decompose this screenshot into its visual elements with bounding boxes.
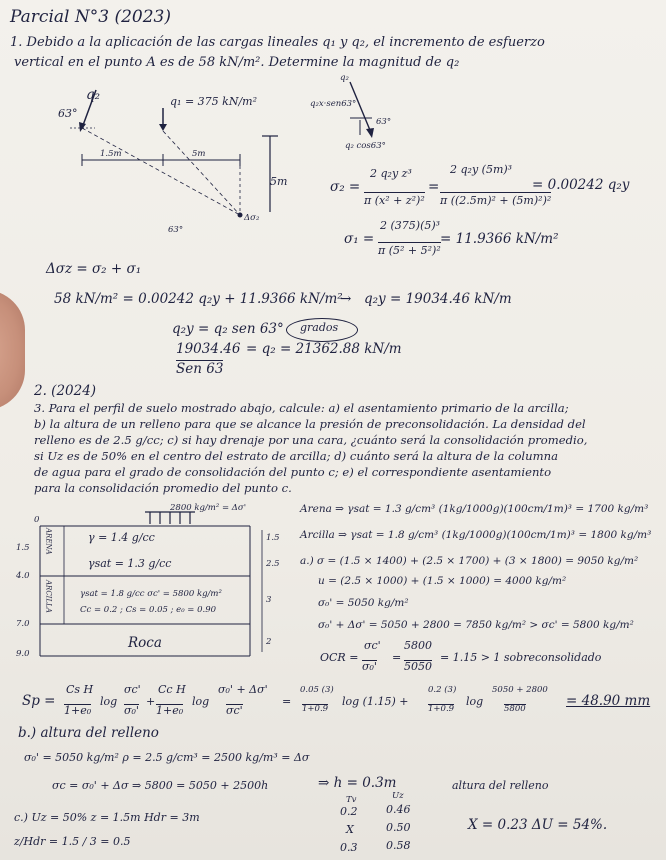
depth-4: 9.0 <box>16 649 30 659</box>
u-line: u = (2.5 × 1000) + (1.5 × 1000) = 4000 kg/m² <box>318 575 567 587</box>
arrow: → <box>340 291 352 307</box>
p1-statement-2: vertical en el punto A es de 58 kN/m². Determine la magnitud de q₂ <box>14 55 460 70</box>
layer2-name: ARCILLA <box>44 580 53 613</box>
angle-bottom: 63° <box>168 225 184 235</box>
table-r1b: 0.46 <box>386 803 411 816</box>
sigma1-result: = 11.9366 kN/m² <box>440 231 559 247</box>
depth-2: 4.0 <box>16 571 30 581</box>
s0-line: σ₀' = 5050 kg/m² <box>318 597 409 609</box>
p2-title: 2. (2024) <box>34 383 97 399</box>
p2-statement-5: de agua para el grado de consolidación del punto c; e) el correspondiente asentamiento <box>34 465 552 479</box>
delta-sigma-eq: Δσz = σ₂ + σ₁ <box>46 261 142 277</box>
ocr-den2: 5050 <box>404 660 432 673</box>
table-r3a: 0.3 <box>340 841 358 854</box>
page-title: Parcial N°3 (2023) <box>10 7 171 27</box>
sp-n1: 0.05 (3) <box>300 685 334 695</box>
sigma2-result: = 0.00242 q₂y <box>532 177 630 193</box>
sp-t2-arg-num: σ₀' + Δσ' <box>218 683 268 696</box>
layer1-name: ARENA <box>44 528 53 555</box>
sp-result: = 48.90 mm <box>566 693 651 709</box>
sp-t1-num: Cs H <box>66 683 94 696</box>
sp-log1: log <box>100 695 118 708</box>
dist-1: 1.5m <box>100 149 122 159</box>
sp-d3: 5800 <box>504 704 526 714</box>
p2-statement-1: 3. Para el perfil de suelo mostrado abajo, calcule: a) el asentamiento primario de la arcilla; <box>34 401 569 415</box>
sp-log-b: log <box>466 695 484 708</box>
p2-statement-6: para la consolidación promedio del punto c. <box>34 481 292 495</box>
p1-statement-1: 1. Debido a la aplicación de las cargas lineales q₁ y q₂, el incremento de esfuerzo <box>10 35 545 50</box>
arcilla-line: Arcilla ⇒ γsat = 1.8 g/cm³ (1kg/1000g)(100cm/1m)³ = 1800 kg/m³ <box>300 529 652 541</box>
sigma2-f2-num: 2 q₂y (5m)³ <box>450 163 513 176</box>
ocr-lhs: OCR = <box>320 651 359 664</box>
sp-t1-den: 1+e₀ <box>64 704 92 717</box>
table-r2a: X <box>346 823 354 836</box>
table-r1a: 0.2 <box>340 805 358 818</box>
sp-log-a: log (1.15) + <box>342 695 409 708</box>
ocr-result: = 1.15 > 1 sobreconsolidado <box>440 651 602 664</box>
sigma-line: a.) σ = (1.5 × 1400) + (2.5 × 1700) + (3 × 1800) = 9050 kg/m² <box>300 555 639 567</box>
sp-t2-arg-den: σc' <box>226 704 243 717</box>
depth-1: 1.5 <box>16 543 30 553</box>
table-h2: Uz <box>392 791 404 801</box>
layer1-gamma: γ = 1.4 g/cc <box>88 531 155 544</box>
q2-frac-den: Sen 63 <box>176 361 224 377</box>
p2-statement-2: b) la altura de un relleno para que se alcance la presión de preconsolidación. La densidad del <box>34 417 586 431</box>
angle-right: 63° <box>376 117 392 127</box>
sp-t1-arg-den: σ₀' <box>124 704 139 717</box>
sp-t2-num: Cc H <box>158 683 186 696</box>
sigma2-eq: = <box>428 179 440 195</box>
sp-t1-arg-num: σc' <box>124 683 141 696</box>
table-r3b: 0.58 <box>386 839 411 852</box>
ocr-num: σc' <box>364 639 381 652</box>
p2-statement-3: relleno es de 2.5 g/cc; c) si hay drenaje por una cara, ¿cuánto será la consolidación promedio, <box>34 433 588 447</box>
layer1-gamma-sat: γsat = 1.3 g/cc <box>88 557 172 570</box>
thick-2: 2.5 <box>266 559 280 569</box>
ocr-eq: = <box>392 651 402 664</box>
sigma1-den: π (5² + 5²)² <box>378 244 441 257</box>
sigma2-f2-den: π ((2.5m)² + (5m)²)² <box>440 194 552 207</box>
sp-log2: log <box>192 695 210 708</box>
q2y-relation: q₂y = q₂ sen 63° <box>172 321 284 337</box>
dist-2: 5m <box>192 149 206 159</box>
thick-4: 2 <box>266 637 272 647</box>
layer2-params: Cc = 0.2 ; Cs = 0.05 ; e₀ = 0.90 <box>80 605 217 615</box>
point-a-label: Δσ₂ <box>244 213 260 223</box>
c-line-2: z/Hdr = 1.5 / 3 = 0.5 <box>14 835 131 848</box>
p2-statement-4: si Uz es de 50% en el centro del estrato de arcilla; d) cuánto será la altura de la columna <box>34 449 558 463</box>
depth-0: 0 <box>34 515 40 525</box>
depth: 5m <box>270 175 288 188</box>
sp-plus: + <box>146 695 156 708</box>
q2-final: = q₂ = 21362.88 kN/m <box>246 341 402 357</box>
q2y-result: q₂y = 19034.46 kN/m <box>364 291 512 307</box>
equation-line: 58 kN/m² = 0.00242 q₂y + 11.9366 kN/m² <box>54 291 343 307</box>
ocr-den: σ₀' <box>362 660 377 673</box>
thick-1: 1.5 <box>266 533 280 543</box>
angle-left: 63° <box>58 107 78 120</box>
c-line-1: c.) Uz = 50% z = 1.5m Hdr = 3m <box>14 811 200 824</box>
q1-label: q₁ = 375 kN/m² <box>170 95 257 108</box>
thick-3: 3 <box>266 595 272 605</box>
q2-label: q₂ <box>86 87 101 103</box>
sum-line: σ₀' + Δσ' = 5050 + 2800 = 7850 kg/m² > σc' = 5800 kg/m² <box>318 619 634 631</box>
sp-d1: 1+0.9 <box>302 704 329 714</box>
sp-eq: = <box>282 695 292 708</box>
sigma1-num: 2 (375)(5)³ <box>380 219 441 232</box>
b-note: altura del relleno <box>452 779 549 792</box>
sp-n2: 0.2 (3) <box>428 685 457 695</box>
table-r2b: 0.50 <box>386 821 411 834</box>
q2x-label: q₂x·sen63° <box>310 99 357 109</box>
q2-frac-num: 19034.46 <box>176 341 241 357</box>
b-line-2: σc = σ₀' + Δσ ⇒ 5800 = 5050 + 2500h <box>52 779 269 792</box>
grados-note: grados <box>300 321 339 334</box>
b-line-1: σ₀' = 5050 kg/m² ρ = 2.5 g/cm³ = 2500 kg/m³ = Δσ <box>24 751 310 764</box>
sigma2-f1-num: 2 q₂y z³ <box>370 167 412 180</box>
sp-t2-den: 1+e₀ <box>156 704 184 717</box>
layer2-gamma-sat: γsat = 1.8 g/cc σc' = 5800 kg/m² <box>80 589 222 599</box>
sp-lhs: Sp = <box>22 693 56 709</box>
table-h1: Tv <box>346 795 357 805</box>
rock-label: Roca <box>128 635 162 651</box>
load-label: 2800 kg/m² = Δσ' <box>170 503 247 513</box>
b-title: b.) altura del relleno <box>18 725 159 741</box>
q2-top: q₂ <box>340 73 349 83</box>
depth-3: 7.0 <box>16 619 30 629</box>
sigma2-lhs: σ₂ = <box>330 179 361 195</box>
c-result: X = 0.23 ΔU = 54%. <box>468 817 608 833</box>
sigma2-f1-den: π (x² + z²)² <box>364 194 425 207</box>
ocr-num2: 5800 <box>404 639 432 652</box>
arena-line: Arena ⇒ γsat = 1.3 g/cm³ (1kg/1000g)(100cm/1m)³ = 1700 kg/m³ <box>300 503 649 515</box>
q2-cos: q₂ cos63° <box>345 141 386 151</box>
b-result: ⇒ h = 0.3m <box>318 775 397 791</box>
sp-n3: 5050 + 2800 <box>492 685 548 695</box>
sigma1-lhs: σ₁ = <box>344 231 375 247</box>
sp-d2: 1+0.9 <box>428 704 455 714</box>
